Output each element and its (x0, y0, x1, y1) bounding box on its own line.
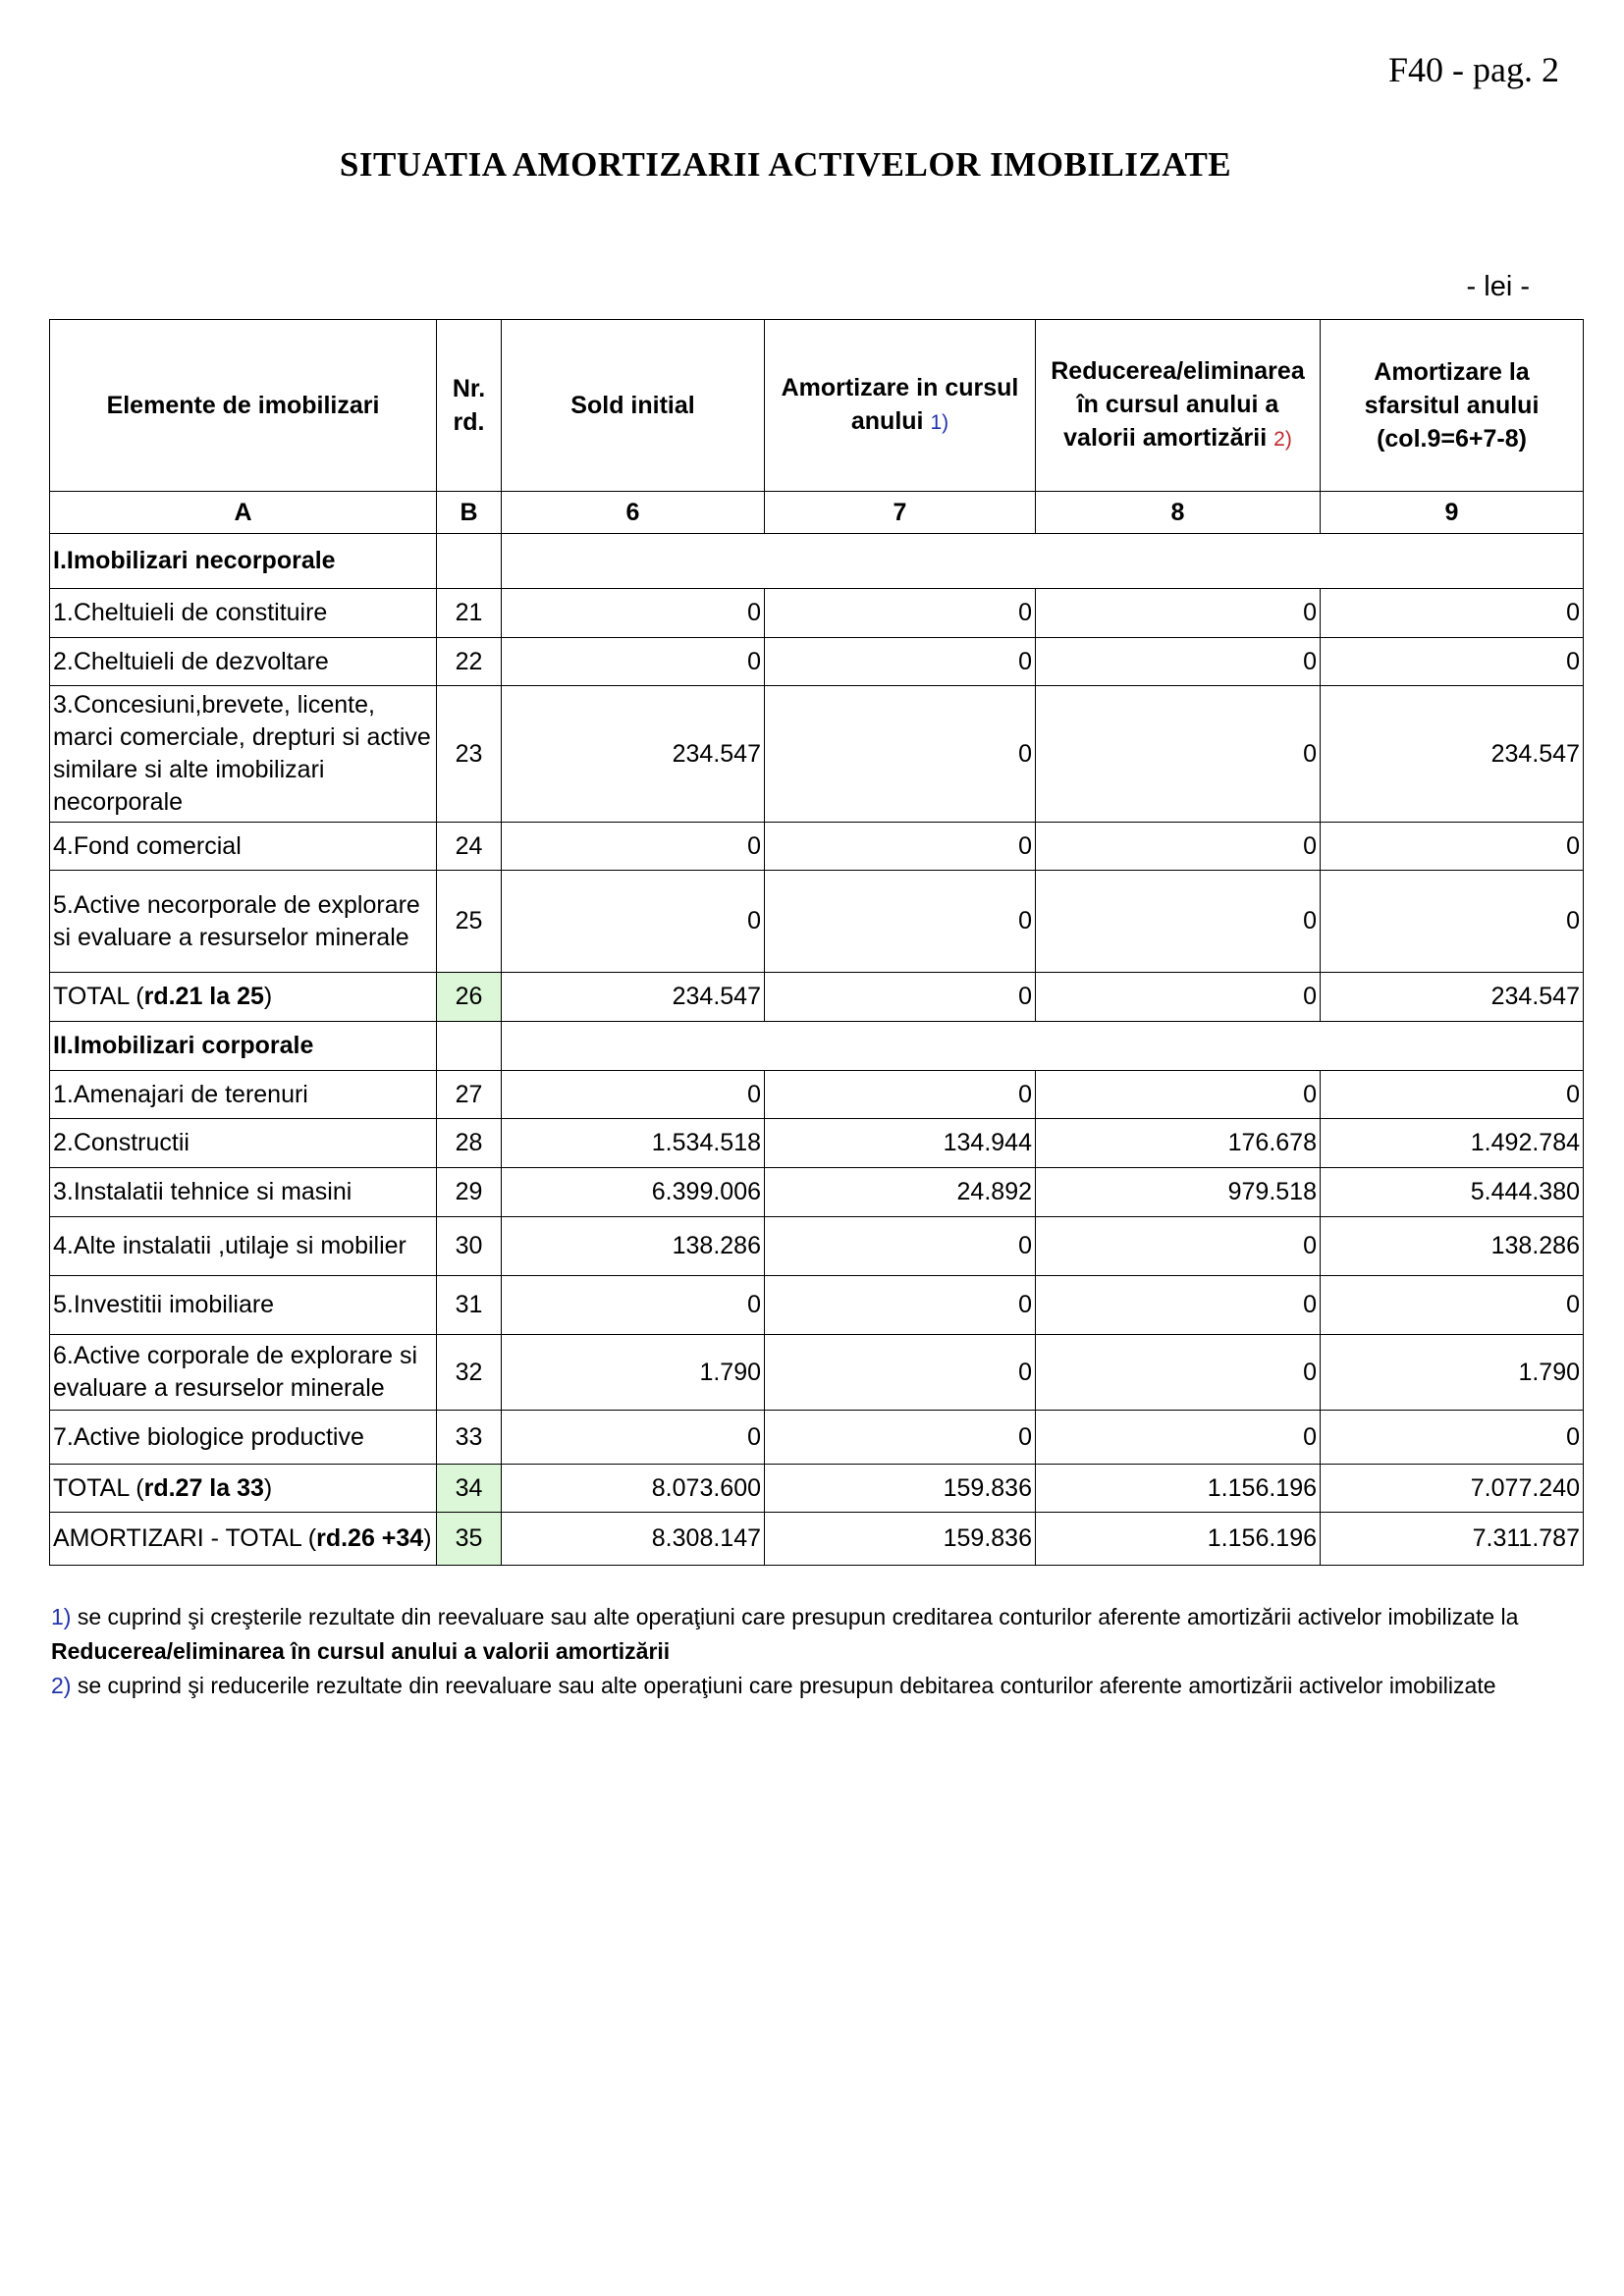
column-letters-row (50, 492, 1584, 534)
table-row (50, 589, 1584, 638)
section-title: I.Imobilizari necorporale (50, 534, 437, 589)
page-number: F40 - pag. 2 (1388, 50, 1559, 89)
value-cell-8: 176.678 (1036, 1119, 1321, 1168)
value-cell-8: 1.156.196 (1036, 1513, 1321, 1566)
value-cell-8: 0 (1036, 1276, 1321, 1335)
row-label: 2.Constructii (50, 1119, 437, 1168)
row-number: 32 (437, 1335, 502, 1411)
section-total-row (50, 1465, 1584, 1513)
footnote-2-text: se cuprind şi reducerile rezultate din reevaluare sau alte operaţiuni care presupun debitarea conturilor aferente amortizării activelor imobilizate (71, 1673, 1496, 1698)
value-cell-6: 0 (502, 1276, 765, 1335)
row-label (50, 1465, 437, 1513)
total-label-suffix: ) (263, 1473, 273, 1502)
col-letter: B (437, 492, 502, 534)
col-header-sold-initial: Sold initial (502, 320, 765, 492)
value-cell-7: 24.892 (765, 1168, 1036, 1217)
value-cell-6: 6.399.006 (502, 1168, 765, 1217)
value-cell-7: 159.836 (765, 1513, 1036, 1566)
amortization-table (49, 319, 1584, 1566)
section-empty-cells (502, 534, 1584, 589)
col-header-reducerea-label: Reducerea/eliminarea în cursul anului a valorii amortizării (1051, 357, 1305, 452)
col-header-amortizare-sfarsit: Amortizare la sfarsitul anului (col.9=6+7-8) (1321, 320, 1584, 492)
col-letter: A (50, 492, 437, 534)
section-empty-cells (502, 1022, 1584, 1071)
value-cell-7: 0 (765, 589, 1036, 638)
row-label: 4.Alte instalatii ,utilaje si mobilier (50, 1217, 437, 1276)
value-cell-9: 0 (1321, 1276, 1584, 1335)
row-label: 4.Fond comercial (50, 823, 437, 871)
value-cell-9: 5.444.380 (1321, 1168, 1584, 1217)
value-cell-6: 0 (502, 871, 765, 973)
value-cell-7: 0 (765, 638, 1036, 686)
total-label-suffix: ) (423, 1524, 432, 1552)
value-cell-6: 0 (502, 1411, 765, 1465)
row-number: 24 (437, 823, 502, 871)
value-cell-6: 0 (502, 823, 765, 871)
unit-label: - lei - (1466, 271, 1530, 302)
value-cell-6: 8.073.600 (502, 1465, 765, 1513)
section-nr-empty (437, 1022, 502, 1071)
row-number: 29 (437, 1168, 502, 1217)
value-cell-6: 0 (502, 589, 765, 638)
table-row (50, 1335, 1584, 1411)
table-row (50, 1411, 1584, 1465)
value-cell-7: 0 (765, 1217, 1036, 1276)
footnote-2 (51, 1669, 1602, 1703)
value-cell-6: 234.547 (502, 973, 765, 1022)
value-cell-6: 8.308.147 (502, 1513, 765, 1566)
footnote-ref-1: 1) (930, 411, 949, 434)
row-label: 5.Active necorporale de explorare si evaluare a resurselor minerale (50, 871, 437, 973)
row-number: 33 (437, 1411, 502, 1465)
row-number: 21 (437, 589, 502, 638)
footnote-1 (51, 1600, 1602, 1634)
value-cell-6: 234.547 (502, 686, 765, 823)
value-cell-7: 0 (765, 871, 1036, 973)
value-cell-7: 0 (765, 1335, 1036, 1411)
value-cell-8: 0 (1036, 1071, 1321, 1119)
footnote-1-bold: Reducerea/eliminarea în cursul anului a valorii amortizării (51, 1638, 671, 1664)
row-number: 23 (437, 686, 502, 823)
value-cell-6: 1.534.518 (502, 1119, 765, 1168)
total-label-suffix: ) (263, 983, 273, 1010)
value-cell-9: 0 (1321, 1071, 1584, 1119)
total-label-prefix: TOTAL ( (53, 1473, 144, 1502)
value-cell-9: 1.790 (1321, 1335, 1584, 1411)
value-cell-9: 234.547 (1321, 686, 1584, 823)
value-cell-8: 0 (1036, 638, 1321, 686)
value-cell-8: 1.156.196 (1036, 1465, 1321, 1513)
row-number: 22 (437, 638, 502, 686)
footnote-2-mark: 2) (51, 1673, 72, 1698)
total-label-range: rd.26 +34 (316, 1524, 424, 1552)
document-title: SITUATIA AMORTIZARII ACTIVELOR IMOBILIZATE (339, 145, 1232, 184)
value-cell-7: 0 (765, 973, 1036, 1022)
value-cell-8: 0 (1036, 973, 1321, 1022)
table-row (50, 1217, 1584, 1276)
value-cell-9: 0 (1321, 823, 1584, 871)
row-number: 25 (437, 871, 502, 973)
row-number: 30 (437, 1217, 502, 1276)
value-cell-7: 0 (765, 1071, 1036, 1119)
row-number: 31 (437, 1276, 502, 1335)
total-label-range: rd.21 la 25 (143, 983, 264, 1010)
footnote-ref-2: 2) (1273, 428, 1292, 451)
col-header-amortizare-curs (765, 320, 1036, 492)
row-number: 27 (437, 1071, 502, 1119)
value-cell-9: 234.547 (1321, 973, 1584, 1022)
value-cell-7: 0 (765, 1411, 1036, 1465)
col-letter: 9 (1321, 492, 1584, 534)
row-label (50, 1513, 437, 1566)
value-cell-7: 159.836 (765, 1465, 1036, 1513)
table-row (50, 1119, 1584, 1168)
total-label-range: rd.27 la 33 (143, 1473, 264, 1502)
value-cell-8: 0 (1036, 1411, 1321, 1465)
table-row (50, 1276, 1584, 1335)
row-label: 5.Investitii imobiliare (50, 1276, 437, 1335)
value-cell-8: 979.518 (1036, 1168, 1321, 1217)
value-cell-6: 0 (502, 1071, 765, 1119)
value-cell-6: 0 (502, 638, 765, 686)
value-cell-9: 0 (1321, 871, 1584, 973)
table-row (50, 638, 1584, 686)
row-number: 28 (437, 1119, 502, 1168)
col-header-elements: Elemente de imobilizari (50, 320, 437, 492)
header-row (50, 320, 1584, 492)
row-number: 34 (437, 1465, 502, 1513)
table-body (50, 534, 1584, 1566)
footnotes (51, 1600, 1602, 1703)
value-cell-9: 1.492.784 (1321, 1119, 1584, 1168)
value-cell-8: 0 (1036, 686, 1321, 823)
value-cell-9: 0 (1321, 589, 1584, 638)
table-row (50, 1168, 1584, 1217)
col-header-reducerea (1036, 320, 1321, 492)
row-label: 1.Cheltuieli de constituire (50, 589, 437, 638)
value-cell-8: 0 (1036, 1335, 1321, 1411)
total-label-prefix: AMORTIZARI - TOTAL ( (53, 1524, 317, 1552)
section-header-row (50, 534, 1584, 589)
row-label: 2.Cheltuieli de dezvoltare (50, 638, 437, 686)
section-nr-empty (437, 534, 502, 589)
total-label-prefix: TOTAL ( (53, 983, 144, 1010)
value-cell-6: 1.790 (502, 1335, 765, 1411)
value-cell-8: 0 (1036, 589, 1321, 638)
value-cell-9: 138.286 (1321, 1217, 1584, 1276)
row-label: 1.Amenajari de terenuri (50, 1071, 437, 1119)
col-header-amortizare-curs-label: Amortizare in cursul anului (781, 374, 1019, 435)
row-label: 7.Active biologice productive (50, 1411, 437, 1465)
col-letter: 7 (765, 492, 1036, 534)
value-cell-9: 0 (1321, 1411, 1584, 1465)
grand-total-row (50, 1513, 1584, 1566)
table-row (50, 871, 1584, 973)
col-header-nr: Nr. rd. (437, 320, 502, 492)
value-cell-7: 0 (765, 823, 1036, 871)
value-cell-8: 0 (1036, 871, 1321, 973)
value-cell-8: 0 (1036, 823, 1321, 871)
section-total-row (50, 973, 1584, 1022)
row-label: 3.Concesiuni,brevete, licente, marci comerciale, drepturi si active similare si alte imobilizari necorporale (50, 686, 437, 823)
value-cell-9: 0 (1321, 638, 1584, 686)
row-label: 3.Instalatii tehnice si masini (50, 1168, 437, 1217)
footnote-1-text: se cuprind şi creşterile rezultate din reevaluare sau alte operaţiuni care presupun creditarea conturilor aferente amortizării activelor imobilizate la (71, 1604, 1519, 1629)
value-cell-8: 0 (1036, 1217, 1321, 1276)
col-letter: 6 (502, 492, 765, 534)
row-number: 35 (437, 1513, 502, 1566)
value-cell-7: 134.944 (765, 1119, 1036, 1168)
section-header-row (50, 1022, 1584, 1071)
table-row (50, 823, 1584, 871)
value-cell-6: 138.286 (502, 1217, 765, 1276)
value-cell-7: 0 (765, 686, 1036, 823)
table-row (50, 1071, 1584, 1119)
table-row (50, 686, 1584, 823)
value-cell-9: 7.077.240 (1321, 1465, 1584, 1513)
section-title: II.Imobilizari corporale (50, 1022, 437, 1071)
col-letter: 8 (1036, 492, 1321, 534)
row-number: 26 (437, 973, 502, 1022)
row-label (50, 973, 437, 1022)
value-cell-7: 0 (765, 1276, 1036, 1335)
row-label: 6.Active corporale de explorare si evaluare a resurselor minerale (50, 1335, 437, 1411)
footnote-1-mark: 1) (51, 1604, 72, 1629)
value-cell-9: 7.311.787 (1321, 1513, 1584, 1566)
